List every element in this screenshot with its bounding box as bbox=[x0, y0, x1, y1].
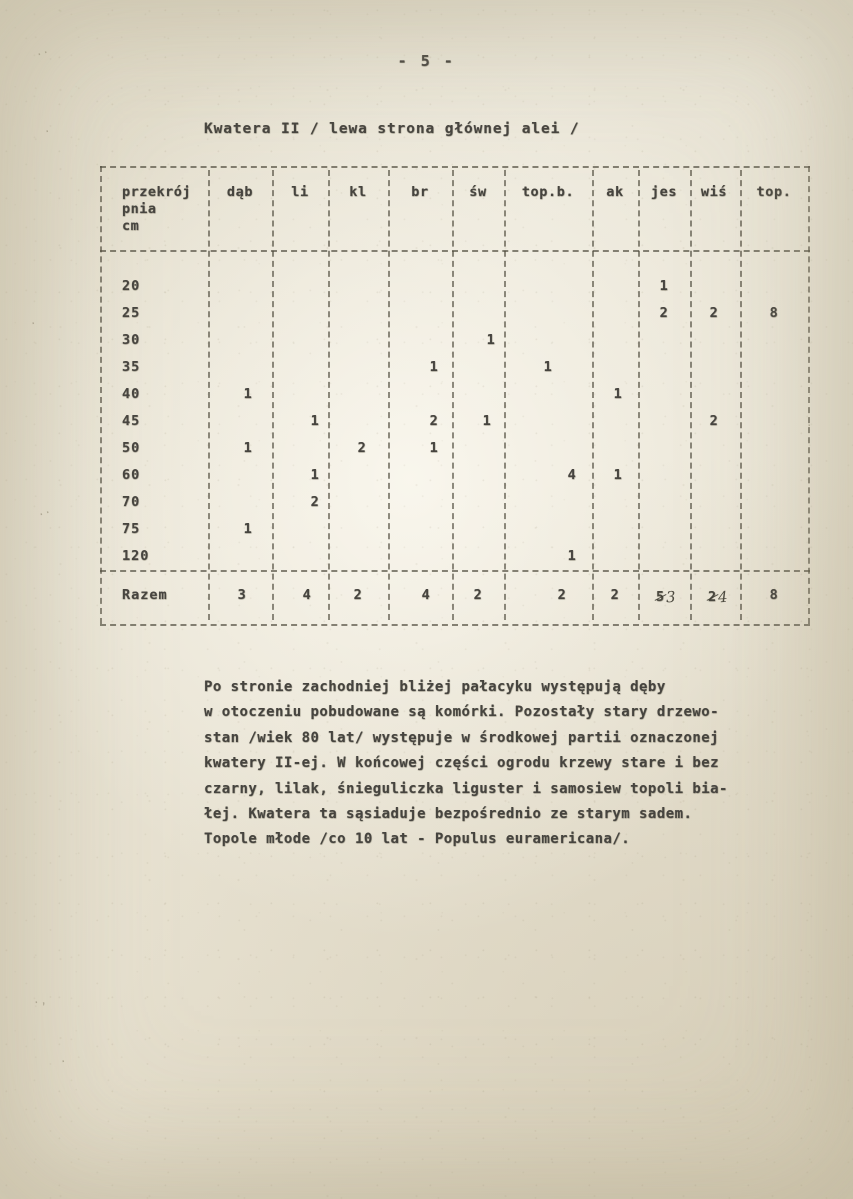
column-header-topb: top.b. bbox=[521, 184, 575, 200]
total-ak: 2 bbox=[610, 587, 620, 603]
column-header-ak: ak bbox=[606, 184, 624, 200]
table-vrule-left bbox=[100, 166, 102, 624]
total-row-label: Razem bbox=[122, 587, 168, 603]
table-vrule-right bbox=[808, 166, 810, 624]
paragraph-line-4: kwatery II-ej. W końcowej części ogrodu krzewy stare i bez bbox=[204, 755, 719, 772]
cell-30-sw: 1 bbox=[486, 332, 496, 348]
total-sw: 2 bbox=[473, 587, 483, 603]
total-dab: 3 bbox=[237, 587, 247, 603]
table-rule-total bbox=[100, 570, 810, 572]
row-label-75: 75 bbox=[122, 521, 141, 537]
cell-25-wis: 2 bbox=[709, 305, 719, 321]
header-label-line-3: cm bbox=[122, 218, 140, 234]
total-topb: 2 bbox=[557, 587, 567, 603]
row-label-70: 70 bbox=[122, 494, 141, 510]
scan-speckle: · bbox=[28, 316, 39, 331]
cell-35-topb: 1 bbox=[543, 359, 553, 375]
table-vrule-9 bbox=[690, 170, 692, 620]
header-label-line-1: przekrój bbox=[122, 184, 192, 200]
table-vrule-6 bbox=[504, 170, 506, 620]
paragraph-line-3: stan /wiek 80 lat/ występuje w środkowej partii oznaczonej bbox=[204, 729, 719, 746]
cell-50-kl: 2 bbox=[357, 440, 367, 456]
total-jes-corrected bbox=[656, 587, 676, 605]
total-jes-handwritten-value: 3 bbox=[665, 587, 677, 607]
row-label-30: 30 bbox=[122, 332, 141, 348]
total-li: 4 bbox=[302, 587, 312, 603]
cell-40-ak: 1 bbox=[613, 386, 623, 402]
total-kl: 2 bbox=[353, 587, 363, 603]
total-wis-struck-value: 2 bbox=[708, 589, 717, 605]
paragraph-line-6: łej. Kwatera ta sąsiaduje bezpośrednio ze starym sadem. bbox=[204, 805, 693, 822]
table-vrule-1 bbox=[208, 170, 210, 620]
header-label-line-2: pnia bbox=[122, 201, 157, 217]
cell-35-br: 1 bbox=[429, 359, 439, 375]
scan-speckle: · bbox=[58, 1054, 69, 1069]
cell-20-jes: 1 bbox=[659, 278, 669, 294]
column-header-sw: św bbox=[469, 184, 487, 200]
scan-speckle: ·· bbox=[36, 505, 53, 522]
table-vrule-10 bbox=[740, 170, 742, 620]
row-label-25: 25 bbox=[122, 305, 141, 321]
cell-60-topb: 4 bbox=[567, 467, 577, 483]
table-vrule-5 bbox=[452, 170, 454, 620]
cell-45-sw: 1 bbox=[482, 413, 492, 429]
cell-45-li: 1 bbox=[310, 413, 320, 429]
body-paragraph bbox=[204, 675, 784, 853]
column-header-li: li bbox=[291, 184, 309, 200]
total-wis-corrected bbox=[708, 587, 728, 605]
cell-45-br: 2 bbox=[429, 413, 439, 429]
total-jes-struck-value: 5 bbox=[656, 589, 665, 605]
cell-40-dab: 1 bbox=[243, 386, 253, 402]
table-vrule-3 bbox=[328, 170, 330, 620]
row-label-35: 35 bbox=[122, 359, 141, 375]
table-rule-header bbox=[100, 250, 810, 252]
row-label-60: 60 bbox=[122, 467, 141, 483]
row-label-45: 45 bbox=[122, 413, 141, 429]
scan-speckle: ·· bbox=[34, 45, 51, 62]
tree-diameter-table bbox=[100, 166, 810, 628]
cell-25-top: 8 bbox=[769, 305, 779, 321]
table-vrule-7 bbox=[592, 170, 594, 620]
total-wis-handwritten-value: 4 bbox=[717, 587, 729, 607]
column-header-top: top. bbox=[756, 184, 792, 200]
column-header-dab: dąb bbox=[226, 184, 254, 200]
cell-70-li: 2 bbox=[310, 494, 320, 510]
column-header-wis: wiś bbox=[700, 184, 728, 200]
page-number: - 5 - bbox=[397, 52, 456, 70]
table-rule-top bbox=[100, 166, 810, 168]
cell-60-ak: 1 bbox=[613, 467, 623, 483]
table-vrule-8 bbox=[638, 170, 640, 620]
cell-75-dab: 1 bbox=[243, 521, 253, 537]
table-rule-bottom bbox=[100, 624, 810, 626]
table-vrule-2 bbox=[272, 170, 274, 620]
page-title: Kwatera II / lewa strona głównej alei / bbox=[204, 121, 580, 137]
scan-speckle: · bbox=[42, 124, 53, 139]
scan-speckle: · bbox=[804, 418, 815, 433]
column-header-br: br bbox=[411, 184, 429, 200]
paragraph-line-2: w otoczeniu pobudowane są komórki. Pozostały stary drzewo- bbox=[204, 704, 719, 721]
row-label-50: 50 bbox=[122, 440, 141, 456]
total-top: 8 bbox=[769, 587, 779, 603]
column-header-jes: jes bbox=[650, 184, 678, 200]
paragraph-line-7: Topole młode /co 10 lat - Populus euramericana/. bbox=[204, 831, 631, 848]
column-header-kl: kl bbox=[349, 184, 367, 200]
cell-50-dab: 1 bbox=[243, 440, 253, 456]
row-label-120: 120 bbox=[122, 548, 150, 564]
scan-speckle: ·, bbox=[31, 993, 48, 1010]
cell-50-br: 1 bbox=[429, 440, 439, 456]
cell-60-li: 1 bbox=[310, 467, 320, 483]
table-header-stem-label bbox=[122, 184, 191, 235]
row-label-40: 40 bbox=[122, 386, 141, 402]
paragraph-line-5: czarny, lilak, śnieguliczka liguster i samosiew topoli bia- bbox=[204, 780, 728, 797]
row-label-20: 20 bbox=[122, 278, 141, 294]
cell-25-jes: 2 bbox=[659, 305, 669, 321]
table-vrule-4 bbox=[388, 170, 390, 620]
cell-45-wis: 2 bbox=[709, 413, 719, 429]
paragraph-line-1: Po stronie zachodniej bliżej pałacyku występują dęby bbox=[204, 679, 666, 695]
cell-120-topb: 1 bbox=[567, 548, 577, 564]
total-br: 4 bbox=[421, 587, 431, 603]
